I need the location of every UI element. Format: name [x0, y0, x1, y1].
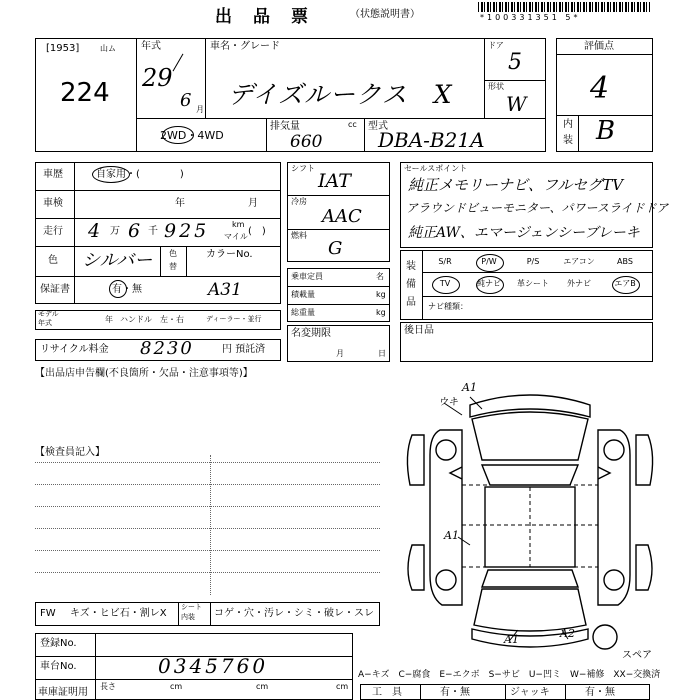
mark-top-a1: A1 [462, 381, 477, 394]
notes-box [400, 322, 653, 362]
mileage-unit-mile: マイル [224, 232, 248, 241]
right-front-wheel [604, 440, 624, 460]
displacement-value: 660 [290, 132, 323, 152]
month-value: 6 [180, 90, 192, 111]
warranty-label: 保証書 [40, 284, 70, 295]
right-rear-fender [636, 545, 652, 590]
right-mirror [598, 467, 610, 479]
doors-label: ドア [488, 41, 504, 50]
equip-ps: P/S [526, 257, 540, 266]
tools-label: 工 具 [372, 687, 402, 698]
rear-glass [482, 570, 578, 587]
equip-airbag: エアB [606, 273, 644, 295]
equip-aircon: エアコン [563, 257, 595, 266]
color-change-bottom: 替 [169, 262, 177, 271]
left-rear-fender [408, 545, 424, 590]
mark-side-a1: A1 [444, 529, 459, 542]
inspection-month-unit: 月 [248, 198, 258, 209]
load-label: 積載量 [291, 290, 315, 299]
recycle-unit: 円 預託済 [222, 344, 266, 355]
fw-items: キズ・ヒビ石・割レX [70, 608, 167, 619]
chassis-label: 車台No. [40, 661, 77, 672]
inspection-label: 車検 [43, 198, 63, 209]
model-year-label-top: モデル [38, 310, 59, 318]
capacity-label: 乗車定員 [291, 272, 323, 281]
seat-label-top: シート [181, 603, 202, 611]
mileage-sen-unit: 千 [148, 226, 158, 237]
seat-label-bottom: 内装 [181, 613, 195, 621]
left-rear-wheel [436, 570, 456, 590]
left-side [430, 430, 462, 605]
total-weight-label: 総重量 [291, 308, 315, 317]
shift-label: シフト [291, 164, 315, 173]
windshield [482, 465, 578, 485]
year-label: 年式 [141, 41, 161, 52]
legend: A−キズ C−腐食 E−エクボ S−サビ U−凹ミ W−補修 XX−交換済 [358, 670, 661, 680]
sales-point-line-1: 純正メモリーナビ、フルセグTV [408, 176, 624, 194]
hood [472, 412, 588, 460]
equip-leather-seat: 革シート [517, 279, 549, 288]
displacement-label: 排気量 [270, 121, 300, 132]
shape-value: W [506, 92, 527, 116]
equipment-label-1: 装 [406, 261, 416, 272]
capacity-unit: 名 [376, 272, 384, 281]
right-side [598, 430, 630, 605]
equipment-label-2: 備 [406, 279, 416, 290]
equip-aftermarket-navi: 外ナビ [567, 279, 591, 288]
drive-value: 2WD・4WD [160, 129, 224, 142]
mark-bottom-a2: A2 [560, 627, 575, 640]
interior-label-top: 内 [563, 119, 573, 130]
shape-label: 形状 [488, 82, 504, 91]
barcode [478, 2, 650, 12]
model-code-label: 型式 [368, 121, 388, 132]
doors-value: 5 [508, 50, 522, 75]
equip-abs: ABS [617, 257, 633, 266]
mileage-unit-km: km [232, 220, 245, 229]
sales-points-label: セールスポイント [404, 164, 468, 173]
mark-bottom-a1: A1 [504, 633, 519, 646]
spare-label: スペア [622, 650, 652, 661]
inspection-year-unit: 年 [175, 198, 185, 209]
equip-genuine-navi: 純ナビ [470, 273, 508, 295]
mileage-man: 4 [88, 220, 101, 242]
fuel-value: G [328, 238, 343, 259]
left-mirror [450, 467, 462, 479]
certificate-unit-1: cm [170, 682, 183, 691]
jack-label: ジャッキ [510, 687, 550, 698]
history-value: 自家用・( ) [96, 169, 184, 180]
shift-value: IAT [318, 170, 351, 192]
form-subtitle: （状態説明書） [350, 9, 420, 20]
name-change-label: 名変期限 [291, 328, 331, 339]
front-bumper [470, 395, 590, 417]
inspector-label: 【検査員記入】 [35, 447, 105, 458]
interior-value: B [596, 116, 616, 146]
lot-code: [1953] [46, 43, 80, 54]
sales-point-line-3: 純正AW、エマージェンシーブレーキ [408, 225, 640, 241]
trunk [474, 589, 586, 631]
mileage-sen: 6 [128, 220, 141, 242]
history-label: 車歴 [43, 169, 63, 180]
certificate-label: 車庫証明用 [38, 687, 88, 698]
certificate-unit-3: cm [336, 682, 349, 691]
equip-sr: S/R [438, 257, 452, 266]
mark-top-left-uki: ウキ [438, 397, 458, 408]
fw-label: FW [40, 608, 56, 619]
left-front-wheel [436, 440, 456, 460]
barcode-number: *100331351 5* [480, 13, 581, 22]
mileage-rest: 925 [164, 220, 210, 242]
color-code-label: カラーNo. [206, 249, 253, 260]
name-change-month: 月 [336, 349, 344, 358]
model-code-value: DBA-B21A [378, 128, 485, 152]
jack-value: 有・無 [585, 687, 615, 698]
registration-label: 登録No. [40, 638, 77, 649]
notes-label: 後日品 [404, 325, 434, 336]
seller-report-label: 【出品店申告欄(不良箇所・欠品・注意事項等)】 [35, 368, 253, 379]
roof [485, 487, 575, 567]
color-change-top: 色 [169, 249, 177, 258]
right-front-fender [636, 435, 653, 485]
certificate-unit-2: cm [256, 682, 269, 691]
recycle-label: リサイクル料金 [40, 344, 109, 355]
equip-tv: TV [426, 273, 464, 295]
color-value: シルバー [82, 250, 153, 271]
model-year-label-bottom: 年式 [38, 319, 52, 327]
recycle-value: 8230 [140, 338, 194, 359]
car-diagram [400, 375, 665, 665]
certificate-length: 長さ [100, 682, 116, 691]
equipment-label-3: 品 [406, 297, 416, 308]
name-change-day: 日 [378, 349, 386, 358]
chassis-value: 0345760 [158, 654, 269, 678]
mileage-man-unit: 万 [110, 226, 120, 237]
score-value: 4 [590, 71, 610, 106]
total-weight-unit: kg [376, 308, 386, 317]
handle-value: ハンドル 左・右 [120, 315, 184, 324]
equip-pw: P/W [470, 251, 508, 273]
right-rear-wheel [604, 570, 624, 590]
lot-number: 224 [60, 78, 110, 108]
load-unit: kg [376, 290, 386, 299]
ac-label: 冷房 [291, 197, 307, 206]
ac-value: AAC [322, 206, 362, 227]
left-front-fender [407, 435, 424, 485]
year-value: 29 [142, 64, 173, 92]
interior-label-bottom: 装 [563, 135, 573, 146]
color-label: 色 [48, 255, 58, 266]
score-label: 評価点 [584, 41, 614, 52]
mileage-label: 走行 [43, 226, 63, 237]
spare-tire [593, 625, 617, 649]
navi-type-label: ナビ種類： [428, 302, 468, 311]
model-name-value: デイズルークス X [228, 80, 453, 109]
warranty-value: 有・無 [112, 284, 142, 295]
model-year-unit: 年 [105, 315, 113, 324]
tools-value: 有・無 [440, 687, 470, 698]
month-unit: 月 [196, 105, 204, 114]
form-title: 出 品 票 [215, 7, 310, 27]
dealer-value: ディーラー・並行 [206, 315, 262, 323]
model-name-label: 車名・グレード [210, 41, 280, 52]
displacement-unit: cc [348, 120, 357, 129]
color-code-value: A31 [208, 280, 242, 300]
fuel-label: 燃料 [291, 231, 307, 240]
lot-suffix: 山ム [100, 44, 116, 53]
sales-point-line-2: アラウンドビューモニター、パワースライドドア [406, 201, 669, 215]
seat-items: コゲ・穴・汚レ・シミ・破レ・スレ [214, 608, 374, 619]
